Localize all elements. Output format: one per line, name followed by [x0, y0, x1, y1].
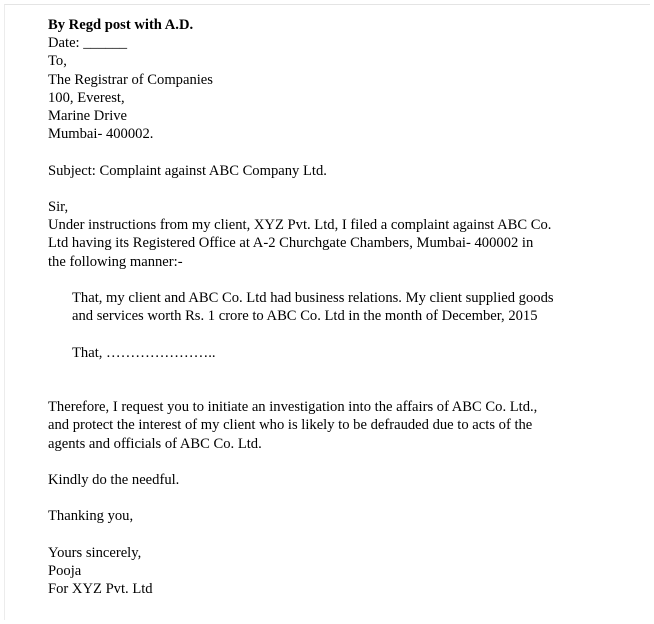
spacer [48, 526, 638, 544]
point-2: That, ………………….. [72, 344, 216, 361]
point-1-line-1: That, my client and ABC Co. Ltd had business relations. My client supplied goods [72, 290, 554, 306]
request-line-1: Therefore, I request you to initiate an investigation into the affairs of ABC Co. Ltd., [48, 399, 538, 416]
signer-name: Pooja [48, 562, 82, 579]
spacer [48, 180, 638, 198]
signoff-line: Yours sincerely, [48, 544, 142, 561]
spacer [48, 380, 638, 398]
intro-line-1: Under instructions from my client, XYZ Pvt. Ltd, I filed a complaint against ABC Co. [48, 217, 552, 234]
spacer [48, 325, 638, 343]
spacer [48, 143, 638, 161]
spacer [48, 362, 638, 380]
date-line: Date: ______ [48, 35, 128, 52]
spacer [48, 453, 638, 471]
to-line: To, [48, 53, 67, 70]
request-line-2: and protect the interest of my client who is likely to be defrauded due to acts of the [48, 417, 533, 434]
dispatch-mode: By Regd post with A.D. [48, 17, 194, 33]
spacer [48, 489, 638, 507]
spacer [48, 271, 638, 289]
recipient-line-1: The Registrar of Companies [48, 71, 213, 88]
request-line-3: agents and officials of ABC Co. Ltd. [48, 435, 262, 452]
greeting: Sir, [48, 199, 69, 215]
signer-org: For XYZ Pvt. Ltd [48, 581, 153, 598]
recipient-line-4: Mumbai- 400002. [48, 126, 154, 143]
intro-line-3: the following manner:- [48, 253, 183, 270]
point-1-line-2: and services worth Rs. 1 crore to ABC Co. Ltd in the month of December, 2015 [72, 308, 538, 325]
letter-body [48, 16, 638, 598]
subject-line: Subject: Complaint against ABC Company Ltd. [48, 162, 327, 179]
thanks-line: Thanking you, [48, 508, 134, 525]
recipient-line-3: Marine Drive [48, 108, 128, 125]
intro-line-2: Ltd having its Registered Office at A-2 Churchgate Chambers, Mumbai- 400002 in [48, 235, 534, 252]
recipient-line-2: 100, Everest, [48, 89, 125, 106]
closing-request: Kindly do the needful. [48, 471, 180, 488]
